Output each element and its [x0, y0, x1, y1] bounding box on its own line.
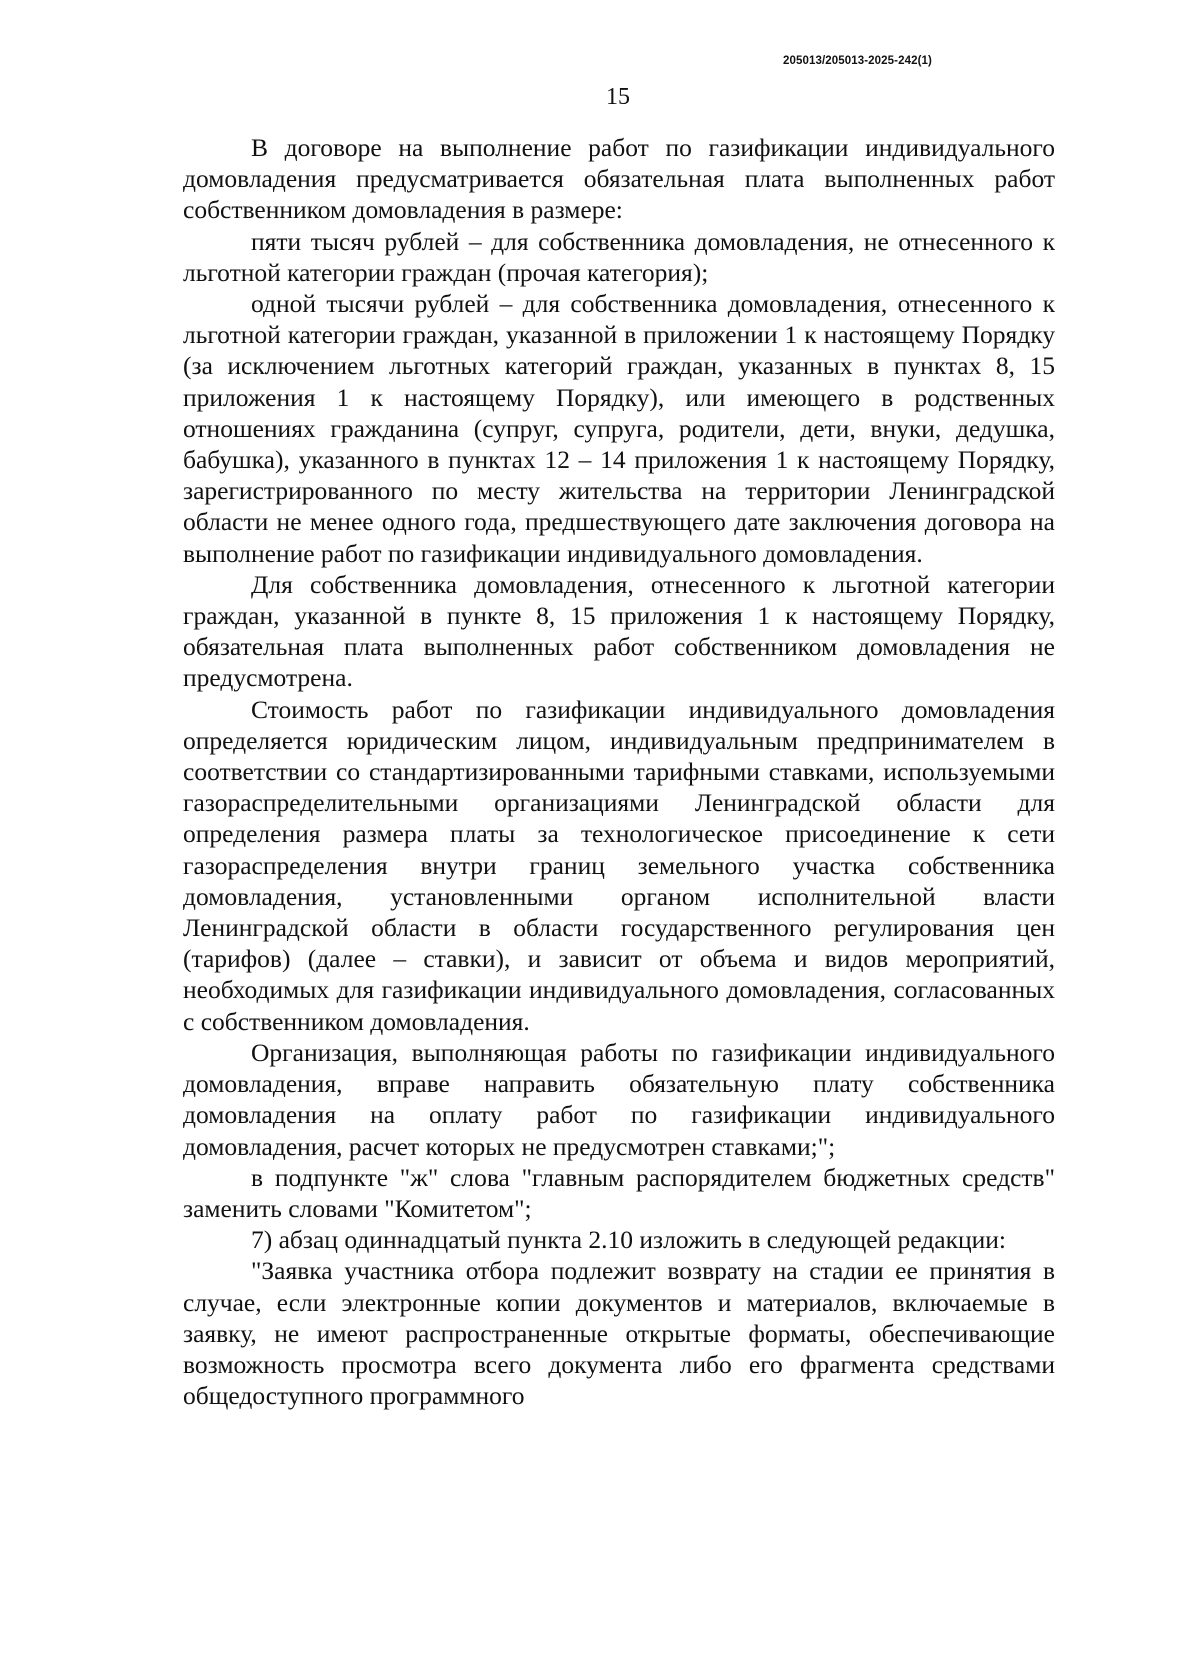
document-id: 205013/205013-2025-242(1): [783, 55, 932, 67]
paragraph-organization-payment: Организация, выполняющая работы по газификации индивидуального домовладения, вправе направить обязательную плату собственника домовладения на оплату работ по газификации индивидуального домовладения, расчет которых не предусмотрен ставками;";: [183, 1037, 1055, 1161]
paragraph-item-7: 7) абзац одиннадцатый пункта 2.10 изложить в следующей редакции:: [251, 1225, 1006, 1255]
page-number: 15: [606, 84, 630, 110]
paragraph-cost-of-works: Стоимость работ по газификации индивидуального домовладения определяется юридическим лицом, индивидуальным предпринимателем в соответствии со стандартизированными тарифными ставками, используемыми газораспределительными организациями Ленинградской области для определения размера платы за технологическое присоединение к сети газораспределения внутри границ земельного участка собственника домовладения, установленными органом исполнительной власти Ленинградской области в области государственного регулирования цен (тарифов) (далее – ставки), и зависит от объема и видов мероприятий, необходимых для газификации индивидуального домовладения, согласованных с собственником домовладения.: [183, 694, 1055, 1036]
paragraph-exemption: Для собственника домовладения, отнесенного к льготной категории граждан, указанной в пункте 8, 15 приложения 1 к настоящему Порядку, обязательная плата выполненных работ собственником домовладения не предусмотрена.: [183, 569, 1055, 693]
paragraph-five-thousand: пяти тысяч рублей – для собственника домовладения, не отнесенного к льготной категории граждан (прочая категория);: [183, 226, 1055, 287]
paragraph-application-return: "Заявка участника отбора подлежит возврату на стадии ее принятия в случае, если электронные копии документов и материалов, включаемые в заявку, не имеют распространенные открытые форматы, обеспечивающие возможность просмотра всего документа либо его фрагмента средствами общедоступного программного: [183, 1256, 1055, 1411]
paragraph-one-thousand: одной тысячи рублей – для собственника домовладения, отнесенного к льготной категории граждан, указанной в приложении 1 к настоящему Порядку (за исключением льготных категорий граждан, указанных в пунктах 8, 15 приложения 1 к настоящему Порядку), или имеющего в родственных отношениях гражданина (супруг, супруга, родители, дети, внуки, дедушка, бабушка), указанного в пунктах 12 – 14 приложения 1 к настоящему Порядку, зарегистрированного по месту жительства на территории Ленинградской области не менее одного года, предшествующего дате заключения договора на выполнение работ по газификации индивидуального домовладения.: [183, 289, 1055, 568]
paragraph-subpoint-zh: в подпункте "ж" слова "главным распорядителем бюджетных средств" заменить словами "Комитетом";: [183, 1162, 1055, 1223]
document-body: [183, 132, 1055, 1411]
paragraph-contract-payment: В договоре на выполнение работ по газификации индивидуального домовладения предусматривается обязательная плата выполненных работ собственником домовладения в размере:: [183, 133, 1055, 225]
